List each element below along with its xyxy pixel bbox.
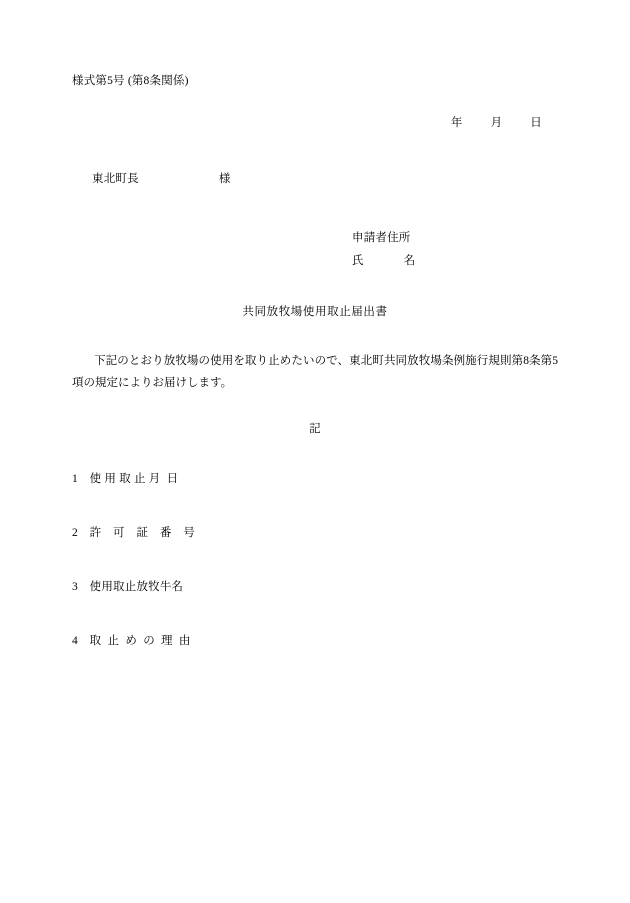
date-year-label: 年 (450, 117, 463, 129)
list-item: 2 許 可 証 番 号 (72, 526, 195, 539)
applicant-name-label-second: 名 (403, 254, 416, 267)
applicant-address-label: 申請者住所 (352, 232, 411, 244)
addressee-line (72, 170, 558, 186)
document-title: 共同放牧場使用取止届出書 (242, 306, 388, 319)
date-day-label: 日 (530, 117, 542, 129)
ki-marker: 記 (309, 422, 321, 435)
applicant-block (72, 230, 558, 269)
list-item: 1 使 用 取 止 月 日 (72, 472, 179, 485)
addressee-name: 東北町長 (92, 173, 139, 185)
addressee-honorific: 様 (218, 173, 231, 185)
document-paragraph (72, 351, 558, 394)
date-line (72, 114, 558, 130)
applicant-name-row (352, 253, 558, 270)
date-month-label: 月 (490, 117, 503, 129)
form-number: 様式第5号 (第8条関係) (72, 75, 189, 87)
applicant-name-label-first: 氏 (352, 254, 364, 267)
paragraph-text: 下記のとおり放牧場の使用を取り止めたいので、東北町共同放牧場条例施行規則第8条第5項の規定によりお届けします。 (72, 355, 558, 389)
list-item: 3 使用取止放牧牛名 (72, 580, 184, 593)
list-item: 4 取 止 め の 理 由 (72, 634, 191, 647)
item-list (72, 470, 558, 648)
